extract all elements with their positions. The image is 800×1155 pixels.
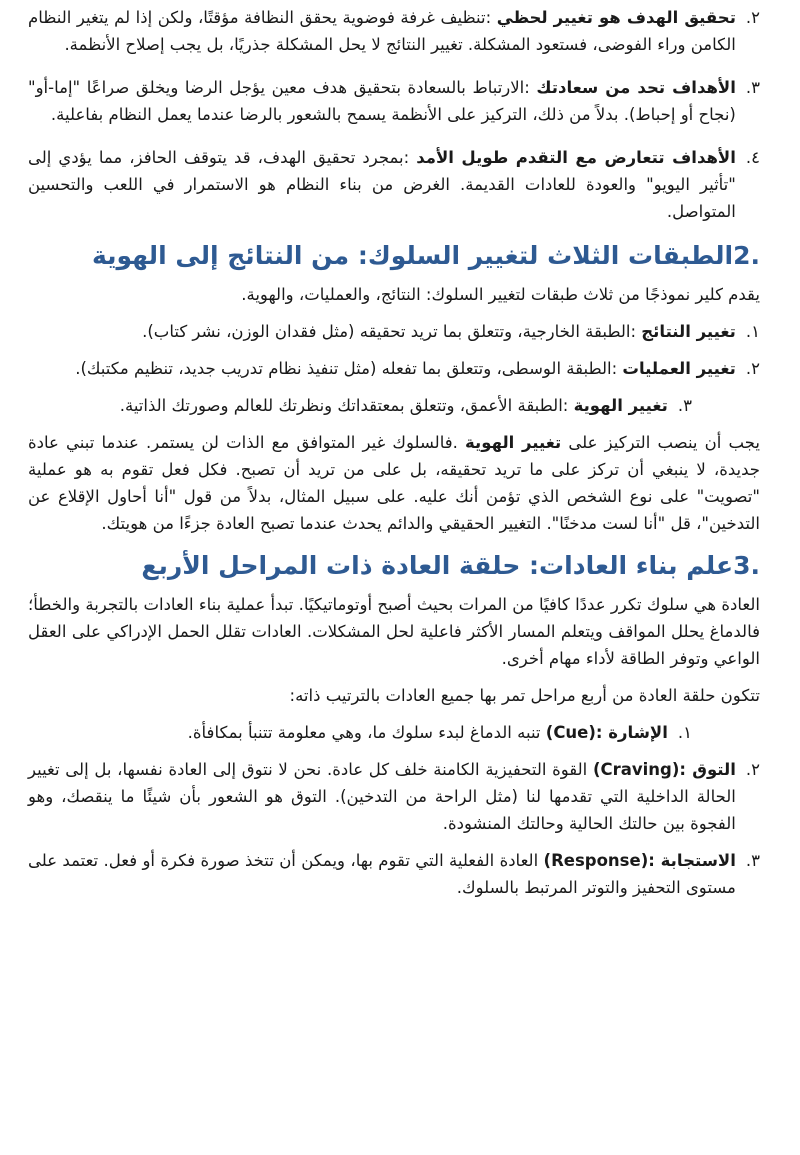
list-number: ٢.: [745, 359, 760, 378]
list-item-term: الأهداف تحد من سعادتك: [536, 78, 736, 97]
paragraph-term: تغيير الهوية: [465, 433, 562, 452]
list-item-text: [28, 74, 736, 128]
list-item-description: العادة الفعلية التي تقوم بها، ويمكن أن تتخذ صورة فكرة أو فعل. تعتمد على مستوى التحفيز والتوتر المرتبط بالسلوك.: [28, 851, 736, 897]
list-item-cue: [28, 719, 760, 746]
list-item-text: [28, 144, 736, 225]
list-item-identity-change: [28, 392, 760, 419]
list-item-goals-limit-happiness: [28, 74, 760, 128]
list-item-text: [28, 355, 736, 382]
section-intro-paragraph: يقدم كلير نموذجًا من ثلاث طبقات لتغيير السلوك: النتائج، والعمليات، والهوية.: [241, 285, 760, 304]
list-item-term: تحقيق الهدف هو تغيير لحظي: [496, 8, 736, 27]
list-item-text: [28, 719, 668, 746]
paragraph-rest: .فالسلوك غير المتوافق مع الذات لن يستمر. عندما تبني عادة جديدة، لا ينبغي أن تركز على ما تريد تحقيقه، بل على من تريد أن تصبح. فكل فعل تقوم به هو عملية "تصويت" على نوع الشخص الذي تؤمن أنك عليه. على سبيل المثال، بدلاً من قول "أنا أحاول الإقلاع عن التدخين"، قل "أنا لست مدخنًا". التغيير الحقيقي والدائم يحدث عندما تصبح العادة جزءًا من هويتك.: [28, 433, 760, 533]
list-item-term: تغيير النتائج: [641, 322, 736, 341]
list-number: ٢.: [745, 8, 760, 27]
list-item-goal-momentary-change: [28, 4, 760, 58]
list-item-description: :الطبقة الأعمق، وتتعلق بمعتقداتك ونظرتك للعالم وصورتك الذاتية.: [119, 396, 574, 415]
list-item-term: تغيير العمليات: [622, 359, 736, 378]
habit-definition-paragraph: العادة هي سلوك تكرر عددًا كافيًا من المرات بحيث أصبح أوتوماتيكيًا. تبدأ عملية بناء العادات بالتجربة والخطأ؛ فالدماغ يحلل المواقف ويتعلم المسار الأكثر فاعلية لحل المشكلات. العادات تقلل الحمل الإدراكي على العقل الواعي وتوفر الطاقة لأداء مهام أخرى.: [28, 595, 760, 668]
list-item-process-change: [28, 355, 760, 382]
list-item-response: [28, 847, 760, 901]
list-item-outcome-change: [28, 318, 760, 345]
list-number: ١.: [677, 723, 692, 742]
section-heading-three-layers: .2الطبقات الثلاث لتغيير السلوك: من النتائج إلى الهوية: [91, 241, 760, 270]
list-item-text: [28, 756, 736, 837]
list-item-description: القوة التحفيزية الكامنة خلف كل عادة. نحن لا نتوق إلى العادة نفسها، بل إلى تغيير الحالة الداخلية التي تقدمها لنا (مثل الراحة من التدخين). التوق هو الشعور بأن شيئًا ما ينقصك، وهو الفجوة بين حالتك الحالية وحالتك المنشودة.: [28, 760, 736, 833]
paragraph-lead: يجب أن ينصب التركيز على: [561, 433, 760, 452]
list-item-text: [28, 318, 736, 345]
list-number: ٣.: [745, 78, 760, 97]
list-item-term: الأهداف تتعارض مع التقدم طويل الأمد: [416, 148, 736, 167]
habit-loop-intro-paragraph: تتكون حلقة العادة من أربع مراحل تمر بها جميع العادات بالترتيب ذاته:: [289, 686, 760, 705]
list-item-text: [28, 4, 736, 58]
list-item-craving: [28, 756, 760, 837]
list-item-description: :الطبقة الوسطى، وتتعلق بما تفعله (مثل تنفيذ نظام تدريب جديد، تنظيم مكتبك).: [75, 359, 623, 378]
list-item-term: التوق :(Craving): [592, 760, 736, 779]
list-item-description: :بمجرد تحقيق الهدف، قد يتوقف الحافز، مما يؤدي إلى "تأثير اليويو" والعودة للعادات القديمة. الغرض من بناء النظام هو الاستمرار في اللعب والتحسين المتواصل.: [28, 148, 736, 221]
list-number: ٣.: [745, 851, 760, 870]
list-number: ٣.: [677, 396, 692, 415]
list-item-text: [28, 392, 668, 419]
list-item-goals-conflict-progress: [28, 144, 760, 225]
section-heading-habit-loop: .3علم بناء العادات: حلقة العادة ذات المراحل الأربع: [141, 551, 760, 580]
list-item-text: [28, 847, 736, 901]
list-item-term: تغيير الهوية: [573, 396, 668, 415]
identity-focus-paragraph: [28, 429, 760, 537]
list-number: ٤.: [745, 148, 760, 167]
list-item-term: الإشارة :(Cue): [545, 723, 668, 742]
list-item-description: :الطبقة الخارجية، وتتعلق بما تريد تحقيقه (مثل فقدان الوزن، نشر كتاب).: [142, 322, 642, 341]
list-number: ٢.: [745, 760, 760, 779]
list-number: ١.: [745, 322, 760, 341]
list-item-term: الاستجابة :(Response): [543, 851, 736, 870]
list-item-description: :تنظيف غرفة فوضوية يحقق النظافة مؤقتًا، ولكن إذا لم يتغير النظام الكامن وراء الفوضى، فستعود المشكلة. تغيير النتائج لا يحل المشكلة جذريًا، بل يجب إصلاح الأنظمة.: [28, 8, 736, 54]
list-item-description: :الارتباط بالسعادة بتحقيق هدف معين يؤجل الرضا ويخلق صراعًا "إما-أو" (نجاح أو إحباط). بدلاً من ذلك، التركيز على الأنظمة يسمح بالشعور بالرضا عندما يعمل النظام بفاعلية.: [28, 78, 736, 124]
list-item-description: تنبه الدماغ لبدء سلوك ما، وهي معلومة تتنبأ بمكافأة.: [187, 723, 546, 742]
